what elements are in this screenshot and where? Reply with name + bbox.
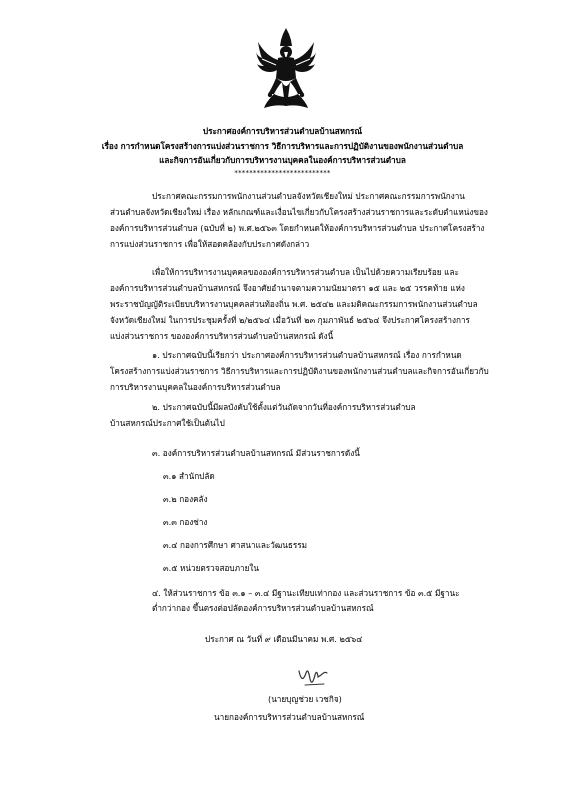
division-item: ๓.๕ หน่วยตรวจสอบภายใน bbox=[163, 563, 259, 573]
paragraph-1-line: ส่วนตำบลจังหวัดเชียงใหม่ เรื่อง หลักเกณฑ์และเงื่อนไขเกี่ยวกับโครงสร้างส่วนราชการและระดับตำแหน่งของ bbox=[110, 207, 488, 217]
announcement-date: ประกาศ ณ วันที่ ๙ เดือนมีนาคม พ.ศ. ๒๕๖๔ bbox=[205, 634, 363, 644]
item-1-line: การบริหารงานบุคคลในองค์การบริหารส่วนตำบล bbox=[110, 382, 281, 392]
garuda-emblem-icon bbox=[256, 28, 316, 110]
subject-line-1: เรื่อง การกำหนดโครงสร้างการแบ่งส่วนราชการ วิธีการบริหารและการปฏิบัติงานของพนักงานส่วนตำบล bbox=[101, 141, 464, 151]
item-4-line: ๔. ให้ส่วนราชการ ข้อ ๓.๑ – ๓.๔ มีฐานะเทียบเท่ากอง และส่วนราชการ ข้อ ๓.๕ มีฐานะ bbox=[152, 588, 460, 598]
division-item: ๓.๒ กองคลัง bbox=[163, 494, 208, 504]
item-2-line: บ้านสหกรณ์ประกาศใช้เป็นต้นไป bbox=[110, 418, 225, 428]
signatory-position: นายกองค์การบริหารส่วนตำบลบ้านสหกรณ์ bbox=[214, 712, 365, 722]
item-3-heading: ๓. องค์การบริหารส่วนตำบลบ้านสหกรณ์ มีส่วนราชการดังนี้ bbox=[152, 448, 360, 458]
signature-mark bbox=[296, 665, 330, 691]
paragraph-2-line: เพื่อให้การบริหารงานบุคคลขององค์การบริหารส่วนตำบล เป็นไปด้วยความเรียบร้อย และ bbox=[152, 267, 459, 277]
item-1-line: โครงสร้างการแบ่งส่วนราชการ วิธีการบริหารและการปฏิบัติงานของพนักงานส่วนตำบลและกิจการอันเกี่ยวกับ bbox=[110, 366, 489, 376]
signatory-name: (นายบุญช่วย เวชกิจ) bbox=[268, 694, 342, 704]
paragraph-2-line: จังหวัดเชียงใหม่ ในการประชุมครั้งที่ ๒/๒๕๖๔ เมื่อวันที่ ๒๓ กุมภาพันธ์ ๒๕๖๔ จึงประกาศโครงสร้างการ bbox=[110, 315, 470, 325]
item-4-line: ต่ำกว่ากอง ขึ้นตรงต่อปลัดองค์การบริหารส่วนตำบลบ้านสหกรณ์ bbox=[152, 603, 374, 613]
announcement-title: ประกาศองค์การบริหารส่วนตำบลบ้านสหกรณ์ bbox=[202, 126, 363, 136]
separator-line: ************************** bbox=[234, 169, 331, 177]
item-2-line: ๒. ประกาศฉบับนี้มีผลบังคับใช้ตั้งแต่วันถัดจากวันที่องค์การบริหารส่วนตำบล bbox=[152, 402, 416, 412]
division-item: ๓.๑ สำนักปลัด bbox=[163, 471, 215, 481]
paragraph-2-line: พระราชบัญญัติระเบียบบริหารงานบุคคลส่วนท้องถิ่น พ.ศ. ๒๕๔๒ และมติคณะกรรมการพนักงานส่วนตำบล bbox=[110, 299, 478, 309]
item-1-line: ๑. ประกาศฉบับนี้เรียกว่า ประกาศองค์การบริหารส่วนตำบลบ้านสหกรณ์ เรื่อง การกำหนด bbox=[152, 350, 462, 360]
paragraph-2-line: องค์การบริหารส่วนตำบลบ้านสหกรณ์ จึงอาศัยอำนาจตามความนัยมาตรา ๑๕ และ ๒๕ วรรคท้าย แห่ง bbox=[110, 283, 465, 293]
paragraph-1-line: องค์การบริหารส่วนตำบล (ฉบับที่ ๒) พ.ศ.๒๕๖๓ โดยกำหนดให้องค์การบริหารส่วนตำบล ประกาศโครงสร้าง bbox=[110, 223, 485, 233]
division-item: ๓.๔ กองการศึกษา ศาสนาและวัฒนธรรม bbox=[163, 540, 308, 550]
subject-line-2: และกิจการอันเกี่ยวกับการบริหารงานบุคคลในองค์การบริหารส่วนตำบล bbox=[159, 155, 406, 165]
division-item: ๓.๓ กองช่าง bbox=[163, 517, 208, 527]
paragraph-2-line: แบ่งส่วนราชการ ขององค์การบริหารส่วนตำบลบ้านสหกรณ์ ดังนี้ bbox=[110, 331, 334, 341]
paragraph-1-line: ประกาศคณะกรรมการพนักงานส่วนตำบลจังหวัดเชียงใหม่ ประกาศคณะกรรมการพนักงาน bbox=[152, 191, 465, 201]
paragraph-1-line: การแบ่งส่วนราชการ เพื่อให้สอดคล้องกับประกาศดังกล่าว bbox=[110, 239, 310, 249]
